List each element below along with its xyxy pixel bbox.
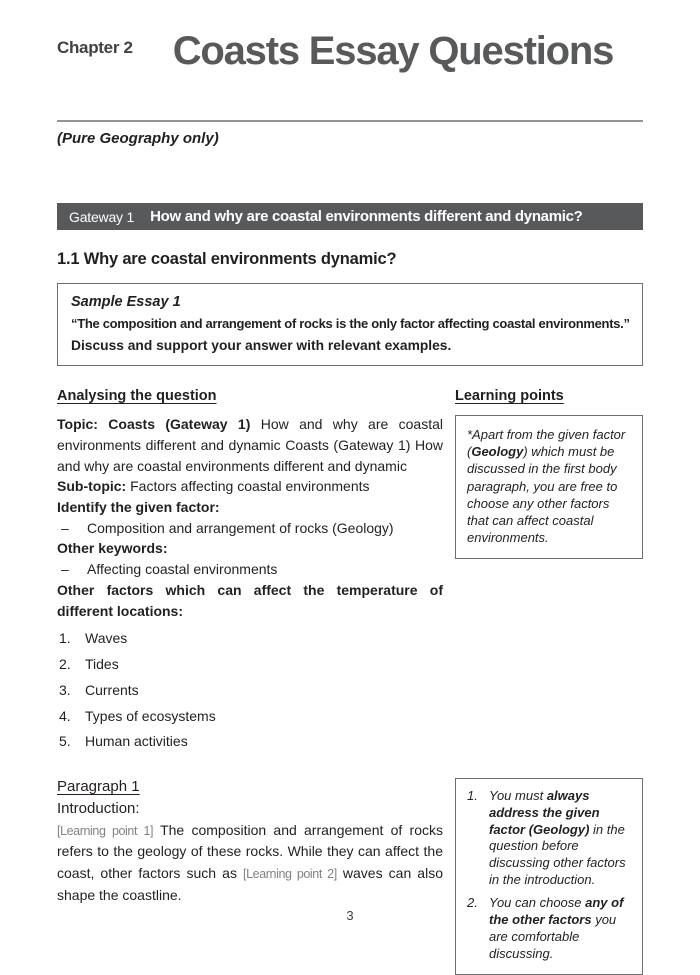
list-item — [57, 628, 443, 648]
list-item — [465, 895, 633, 963]
list-item — [57, 731, 443, 751]
learning-note-pre: *Apart from the given factor ( — [467, 427, 626, 460]
notes-column — [455, 778, 643, 975]
gateway-question: How and why are coastal environments different and dynamic? — [150, 208, 583, 225]
analysing-heading: Analysing the question — [57, 388, 217, 405]
learning-point-tag-1: [Learning point 1] — [57, 823, 154, 838]
topic-text: How and why are coastal environments different and dynamic Coasts (Gateway 1) How and why are coastal environments different and dynamic — [57, 416, 443, 474]
sample-essay-title: Sample Essay 1 — [71, 294, 181, 310]
identify-factor-item — [57, 518, 443, 539]
topic-paragraph — [57, 414, 443, 476]
identify-factor-label: Identify the given factor: — [57, 498, 220, 515]
list-item — [57, 680, 443, 700]
paragraph1-heading: Paragraph 1 — [57, 777, 140, 795]
section-heading: 1.1 Why are coastal environments dynamic? — [57, 250, 397, 268]
page-title: Coasts Essay Questions — [172, 29, 614, 73]
learning-points-heading: Learning points — [455, 388, 564, 405]
subject-subtitle: (Pure Geography only) — [57, 130, 219, 147]
paragraph1-column — [57, 778, 443, 907]
note-bold: always address the given factor (Geology) — [489, 787, 600, 837]
factor-text: Tides — [85, 656, 119, 673]
learning-note-post: ) which must be discussed in the first body paragraph, you are free to choose any other factors that can affect coastal environments. — [467, 444, 618, 546]
analysing-column — [57, 388, 443, 752]
notes-box — [455, 778, 643, 975]
introduction-text-2: waves can also shape the coastline. — [57, 865, 443, 903]
factor-text: Waves — [85, 630, 128, 647]
note-pre: You can choose — [489, 895, 586, 911]
factor-text: Types of ecosystems — [85, 707, 216, 724]
gateway-banner — [57, 203, 643, 230]
note-pre: You must — [489, 787, 547, 803]
topic-label: Topic: Coasts (Gateway 1) — [57, 416, 251, 433]
paragraph1-subheading: Introduction: — [57, 799, 140, 817]
note-post: in the question before discussing other factors in the introduction. — [489, 821, 626, 888]
list-item — [57, 706, 443, 726]
page-header — [57, 0, 643, 74]
factor-text: Human activities — [85, 733, 188, 750]
note-bold: any of the other factors — [489, 895, 624, 928]
note-text — [489, 895, 633, 963]
subtopic-text: Factors affecting coastal environments — [126, 478, 370, 495]
chapter-label: Chapter 2 — [57, 38, 133, 57]
analysis-columns — [57, 388, 643, 752]
factor-text: Currents — [85, 681, 139, 698]
factors-list — [57, 628, 443, 751]
learning-point-tag-2: [Learning point 2] — [243, 867, 337, 882]
other-keywords-text: – Affecting coastal environments — [87, 561, 278, 578]
paragraph-row — [57, 778, 643, 975]
sample-essay-box — [57, 283, 643, 366]
introduction-text-1: The composition and arrangement of rocks refers to the geology of these rocks. While they can affect the coast, other factors such as — [57, 821, 443, 882]
notes-list — [465, 788, 633, 963]
sample-essay-instruction: Discuss and support your answer with relevant examples. — [71, 337, 452, 353]
identify-factor-text: – Composition and arrangement of rocks (Geology) — [87, 519, 394, 536]
subtopic-label: Sub-topic: — [57, 478, 127, 495]
learning-note-bold: Geology — [471, 444, 524, 460]
list-item — [57, 654, 443, 674]
other-keywords-label: Other keywords: — [57, 540, 168, 557]
sample-essay-quote: “The composition and arrangement of rocks is the only factor affecting coastal environments.” — [71, 316, 630, 332]
learning-points-box — [455, 415, 643, 559]
other-keywords-item — [57, 559, 443, 580]
header-divider — [57, 120, 643, 122]
subtopic-line — [57, 476, 443, 497]
other-factors-label: Other factors which can affect the temperature of different locations: — [57, 581, 443, 619]
gateway-label: Gateway 1 — [69, 208, 135, 225]
page-number: 3 — [346, 908, 354, 923]
list-item — [465, 788, 633, 889]
learning-points-column — [455, 388, 643, 559]
note-text — [489, 788, 633, 889]
note-post: you are comfortable discussing. — [489, 912, 617, 961]
introduction-paragraph — [57, 820, 443, 907]
